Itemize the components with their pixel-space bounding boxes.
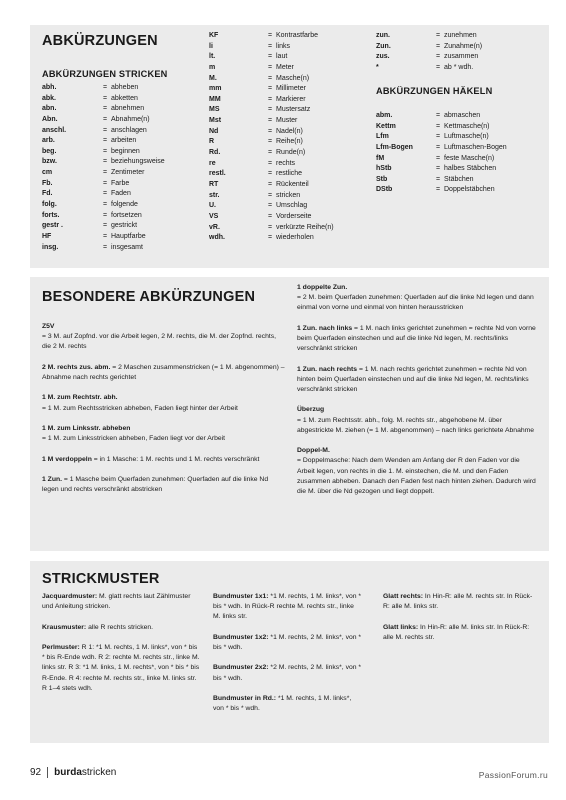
equals-sign: = [435, 53, 441, 61]
definition-text: In Hin-R: alle M. rechts str. In Rück-R: alle M. links str. [383, 593, 533, 611]
abbreviation-row [209, 159, 371, 170]
definition-term: Bundmuster 2x2: [213, 664, 269, 672]
abbreviation-row [376, 185, 534, 196]
definition-term: 1 doppelte Zun. [297, 284, 348, 291]
definition-paragraph [42, 455, 286, 465]
crochet-abbreviations-list [376, 111, 534, 196]
abbreviation-row [209, 105, 371, 116]
equals-sign: = [435, 133, 441, 141]
definition-term: Glatt links: [383, 623, 419, 631]
definition-term: Bundmuster 1x2: [213, 633, 269, 641]
abbreviation-row [209, 201, 371, 212]
abbreviation-row [42, 126, 201, 137]
definition-text: *1 M. rechts, 1 M. links*, von * bis * wdh. In Rück-R rechte M. rechts str., linke M. links str. [213, 593, 362, 621]
abbreviation-key: wdh. [209, 234, 225, 242]
definition-paragraph [42, 424, 286, 444]
abbreviation-meaning: gestrickt [111, 222, 138, 230]
abbreviation-meaning: feste Masche(n) [444, 154, 495, 162]
definition-term: Krausmuster: [42, 623, 87, 631]
equals-sign: = [102, 169, 108, 177]
abbreviation-meaning: Abnahme(n) [111, 115, 150, 123]
abbreviation-key: anschl. [42, 126, 67, 134]
abbreviation-meaning: abnehmen [111, 105, 145, 113]
abbreviation-meaning: folgende [111, 201, 138, 209]
abbreviation-meaning: Markierer [276, 95, 306, 103]
abbreviation-row [209, 116, 371, 127]
definition-term: 1 Zun. nach links [297, 324, 353, 332]
definition-term: Bundmuster 1x1: [213, 593, 269, 600]
definition-term: 1 Zun. nach rechts [297, 365, 358, 373]
abbreviation-row [209, 95, 371, 106]
abbreviation-meaning: fortsetzen [111, 211, 142, 219]
crochet-abbreviations-title: ABKÜRZUNGEN HÄKELN [376, 86, 493, 96]
abbreviation-key: Stb [376, 175, 388, 183]
abbreviation-key: Zun. [376, 42, 391, 50]
abbreviation-key: DStb [376, 186, 393, 194]
definition-text: *1 M. rechts, 1 M. links*, von * bis * wdh. [213, 694, 352, 713]
abbreviation-key: Fb. [42, 179, 53, 187]
abbreviation-key: gestr . [42, 222, 64, 230]
definition-paragraph [383, 623, 533, 643]
abbreviation-meaning: verkürzte Reihe(n) [276, 223, 334, 231]
abbreviation-meaning: Nadel(n) [276, 127, 303, 135]
definition-text: = Doppelmasche: Nach dem Wenden am Anfang der R den Faden vor die Arbeit legen, von rechts in die 1. M. einstechen, die M. und den Faden zusammen abheben. Danach den Faden fest nach hinten ziehen. Dadurch wird die M. über die Nd gezogen und liegt doppelt. [297, 457, 536, 495]
equals-sign: = [102, 232, 108, 240]
definition-term: Doppel-M. [297, 447, 330, 455]
equals-sign: = [267, 170, 273, 178]
definition-term: Bundmuster in Rd.: [213, 694, 277, 702]
definition-paragraph [42, 393, 286, 413]
abbreviation-key: Mst [209, 117, 222, 125]
definition-term: 1 M. zum Rechtstr. abh. [42, 394, 118, 402]
abbreviation-meaning: Luftmaschen-Bogen [444, 143, 507, 151]
abbreviation-meaning: halbes Stäbchen [444, 165, 497, 173]
equals-sign: = [102, 115, 108, 123]
abbreviation-meaning: Muster [276, 117, 298, 125]
abbreviation-key: Lfm-Bogen [376, 143, 413, 151]
abbreviation-meaning: beziehungsweise [111, 158, 165, 166]
abbreviation-meaning: beginnen [111, 147, 140, 155]
definition-text: = 3 M. auf Zopfnd. vor die Arbeit legen, 2 M. rechts, die M. der Zopfnd. rechts, die 2 M. rechts [42, 333, 277, 351]
equals-sign: = [267, 202, 273, 210]
definition-paragraph [297, 283, 537, 314]
patterns-column-1 [42, 592, 200, 704]
equals-sign: = [267, 85, 273, 93]
abbreviation-key: Abn. [42, 115, 58, 123]
abbreviation-row [376, 132, 534, 143]
abbreviation-meaning: Hauptfarbe [111, 232, 146, 240]
equals-sign: = [267, 149, 273, 157]
abbreviation-meaning: Stäbchen [444, 175, 474, 183]
abbreviation-row [209, 223, 371, 234]
definition-text: = 1 M. nach links gerichtet zunehmen = rechte Nd von vorne beim Querfaden einstechen und auf die linke Nd legen, M. rechts/links verschränkt stricken [297, 324, 536, 353]
definition-text: = 2 Maschen zusammenstricken (= 1 M. abgenommen) – Abnahme nach rechts gerichtet [42, 363, 285, 381]
abbreviation-row [209, 212, 371, 223]
equals-sign: = [267, 191, 273, 199]
abbreviation-key: abm. [376, 112, 393, 119]
abbreviation-row [209, 42, 371, 53]
knitting-abbreviations-list-2 [209, 31, 371, 244]
abbreviation-key: folg. [42, 201, 57, 209]
definition-term: 2 M. rechts zus. abm. [42, 363, 111, 371]
abbreviation-key: vR. [209, 223, 220, 231]
definition-text: = in 1 Masche: 1 M. rechts und 1 M. rechts verschränkt [91, 455, 260, 463]
definition-paragraph [383, 592, 533, 612]
knitting-patterns-panel [30, 561, 549, 743]
abbreviation-meaning: Runde(n) [276, 149, 306, 157]
abbreviation-meaning: links [276, 42, 291, 50]
abbreviation-meaning: Rückenteil [276, 180, 309, 188]
definition-paragraph [213, 633, 363, 653]
abbreviation-row [42, 211, 201, 222]
equals-sign: = [102, 105, 108, 113]
equals-sign: = [435, 154, 441, 162]
abbreviation-meaning: wiederholen [276, 234, 314, 242]
abbreviation-key: beg. [42, 147, 57, 155]
page-number: 92 [30, 767, 42, 778]
definition-text: = 2 M. beim Querfaden zunehmen: Querfaden auf die linke Nd legen und dann einmal von vorne und einmal von hinten herausstricken [297, 294, 534, 312]
equals-sign: = [267, 180, 273, 188]
abbreviation-key: str. [209, 191, 220, 199]
definition-text: alle R rechts stricken. [86, 623, 154, 631]
equals-sign: = [102, 243, 108, 251]
equals-sign: = [435, 122, 441, 130]
abbreviations-panel [30, 25, 549, 268]
equals-sign: = [267, 32, 273, 39]
abbreviation-key: li [209, 42, 213, 50]
definition-paragraph [213, 694, 363, 714]
abbreviation-meaning: abketten [111, 94, 138, 102]
definition-paragraph [42, 623, 200, 633]
abbreviation-key: * [376, 63, 379, 71]
special-abbreviations-title: BESONDERE ABKÜRZUNGEN [42, 289, 256, 305]
equals-sign: = [435, 143, 441, 151]
abbreviation-meaning: arbeiten [111, 137, 137, 145]
abbreviation-meaning: Faden [111, 190, 131, 198]
abbreviation-key: abk. [42, 94, 57, 102]
abbreviation-meaning: restliche [276, 170, 303, 178]
equals-sign: = [435, 63, 441, 71]
abbreviation-meaning: Reihe(n) [276, 138, 303, 146]
brand-bold: burda [54, 767, 82, 778]
abbreviation-key: abh. [42, 84, 57, 91]
abbreviation-key: restl. [209, 170, 226, 178]
abbreviation-key: MM [209, 95, 221, 103]
abbreviation-row [209, 137, 371, 148]
abbreviation-meaning: Luftmasche(n) [444, 133, 489, 141]
abbreviation-key: U. [209, 202, 216, 210]
definition-paragraph [297, 365, 537, 396]
page-footer [30, 767, 116, 778]
definition-text: R 1: *1 M. rechts, 1 M. links*, von * bis * bis R-Ende wdh. R 2: rechte M. rechts str., linke M. links str. R 3: *1 M. links, 1 M. rechts*, von * bis * bis R-Ende. R 4: rechte M. rechts str., linke M. links str. R 1–4 stets wdh. [42, 643, 200, 692]
abbreviation-key: MS [209, 106, 220, 114]
abbreviation-row [42, 200, 201, 211]
definition-term: Überzug [297, 406, 325, 414]
definition-text: In Hin-R: alle M. links str. In Rück-R: alle M. rechts str. [383, 623, 530, 641]
abbreviation-row [376, 52, 534, 63]
abbreviation-key: zun. [376, 32, 390, 39]
equals-sign: = [267, 159, 273, 167]
abbreviation-row [42, 243, 201, 254]
equals-sign: = [267, 223, 273, 231]
equals-sign: = [102, 190, 108, 198]
equals-sign: = [102, 126, 108, 134]
abbreviation-row [209, 31, 371, 42]
watermark: PassionForum.ru [478, 770, 548, 780]
abbreviation-key: m [209, 63, 216, 71]
abbreviation-meaning: Mustersatz [276, 106, 311, 114]
abbreviation-key: M. [209, 74, 217, 82]
definition-term: 1 M verdoppeln [42, 455, 92, 463]
definition-paragraph [42, 322, 286, 353]
abbreviation-key: VS [209, 212, 219, 220]
equals-sign: = [267, 42, 273, 50]
abbreviation-key: abn. [42, 105, 57, 113]
abbreviation-key: KF [209, 32, 219, 39]
abbreviation-meaning: zunehmen [444, 32, 477, 39]
abbreviation-row [376, 63, 534, 74]
abbreviation-row [209, 148, 371, 159]
knitting-abbreviations-title: ABKÜRZUNGEN STRICKEN [42, 69, 168, 79]
equals-sign: = [435, 175, 441, 183]
equals-sign: = [102, 94, 108, 102]
abbreviation-key: insg. [42, 243, 59, 251]
knitting-patterns-title: STRICKMUSTER [42, 571, 160, 587]
abbreviation-key: R [209, 138, 215, 146]
definition-paragraph [297, 324, 537, 355]
equals-sign: = [267, 53, 273, 61]
special-abbreviations-left [42, 322, 286, 506]
abbreviation-meaning: Farbe [111, 179, 130, 187]
equals-sign: = [267, 138, 273, 146]
equals-sign: = [435, 165, 441, 173]
abbreviation-row [42, 221, 201, 232]
brand-rest: stricken [81, 767, 117, 778]
abbreviation-row [376, 143, 534, 154]
abbreviation-key: bzw. [42, 158, 57, 166]
equals-sign: = [267, 95, 273, 103]
abbreviation-meaning: abmaschen [444, 112, 481, 119]
knitting-abbreviations-list-1 [42, 83, 201, 253]
abbreviation-meaning: laut [276, 53, 288, 61]
abbreviation-key: Kettm [376, 122, 396, 130]
abbreviation-meaning: Kontrastfarbe [276, 32, 319, 39]
abbreviation-row [376, 175, 534, 186]
abbreviation-meaning: stricken [276, 191, 301, 199]
definition-text: = 1 M. nach rechts gerichtet zunehmen = rechte Nd von hinten beim Querfaden einstechen und auf die linke Nd legen, M. rechts/links verschränkt stricken [297, 365, 529, 393]
equals-sign: = [102, 137, 108, 145]
abbreviation-meaning: rechts [276, 159, 296, 167]
definition-text: = 1 Masche beim Querfaden zunehmen: Querfaden auf die linke Nd legen und rechts verschränkt abstricken [42, 475, 269, 494]
abbreviation-meaning: Meter [276, 63, 294, 71]
equals-sign: = [267, 212, 273, 220]
equals-sign: = [435, 32, 441, 39]
definition-paragraph [213, 663, 363, 683]
definition-text: = 1 M. zum Rechtsstricken abheben, Faden liegt hinter der Arbeit [42, 404, 238, 412]
abbreviation-row [42, 168, 201, 179]
equals-sign: = [267, 74, 273, 82]
abbreviation-key: RT [209, 180, 219, 188]
equals-sign: = [102, 211, 108, 219]
abbreviation-meaning: Kettmasche(n) [444, 122, 490, 130]
abbreviation-key: Rd. [209, 149, 221, 157]
abbreviation-row [209, 74, 371, 85]
abbreviation-meaning: Doppelstäbchen [444, 186, 495, 194]
equals-sign: = [267, 127, 273, 135]
abbreviation-key: Fd. [42, 190, 53, 198]
definition-paragraph [42, 592, 200, 612]
abbreviation-row [42, 232, 201, 243]
abbreviation-key: hStb [376, 165, 392, 173]
definition-paragraph [297, 405, 537, 436]
abbreviation-key: mm [209, 85, 222, 93]
definition-text: *1 M. rechts, 2 M. links*, von * bis * wdh. [213, 633, 362, 651]
abbreviation-meaning: Vorderseite [276, 212, 312, 220]
abbreviation-key: zus. [376, 53, 390, 61]
equals-sign: = [102, 201, 108, 209]
definition-paragraph [42, 643, 200, 694]
equals-sign: = [102, 84, 108, 91]
equals-sign: = [267, 63, 273, 71]
abbreviation-row [42, 147, 201, 158]
knitting-abbreviations-list-3 [376, 31, 534, 74]
abbreviation-row [42, 179, 201, 190]
abbreviation-key: cm [42, 169, 53, 177]
equals-sign: = [435, 112, 441, 119]
abbreviation-key: HF [42, 232, 52, 240]
equals-sign: = [102, 147, 108, 155]
abbreviation-meaning: Millimeter [276, 85, 306, 93]
definition-paragraph [42, 363, 286, 383]
abbreviation-row [209, 191, 371, 202]
abbreviation-key: forts. [42, 211, 60, 219]
definition-text: = 1 M. zum Rechtsstr. abh., folg. M. rechts str., abgehobene M. über abgestrickte M. ziehen (= 1 M. abgenommen) – nach links gerichtete Abnahme [297, 416, 535, 434]
definition-paragraph [297, 446, 537, 497]
abbreviation-meaning: Zentimeter [111, 169, 145, 177]
special-abbreviations-panel [30, 277, 549, 551]
equals-sign: = [102, 179, 108, 187]
abbreviation-row [209, 180, 371, 191]
special-abbreviations-right [297, 283, 537, 507]
abbreviation-row [209, 52, 371, 63]
abbreviation-row [42, 83, 201, 94]
definition-term: Z5V [42, 323, 55, 330]
patterns-column-3 [383, 592, 533, 653]
abbreviation-meaning: anschlagen [111, 126, 147, 134]
abbreviation-meaning: zusammen [444, 53, 479, 61]
abbreviation-key: lt. [209, 53, 216, 61]
footer-divider [47, 767, 48, 778]
abbreviation-meaning: Masche(n) [276, 74, 310, 82]
abbreviation-row [376, 42, 534, 53]
definition-term: 1 Zun. [42, 475, 63, 483]
abbreviation-meaning: abheben [111, 84, 139, 91]
abbreviation-row [376, 154, 534, 165]
abbreviation-row [376, 164, 534, 175]
equals-sign: = [102, 222, 108, 230]
abbreviation-row [42, 115, 201, 126]
abbreviation-meaning: Umschlag [276, 202, 308, 210]
definition-term: Glatt rechts: [383, 593, 424, 600]
abbreviation-key: Lfm [376, 133, 389, 141]
abbreviation-key: fM [376, 154, 385, 162]
equals-sign: = [267, 117, 273, 125]
definition-term: 1 M. zum Linksstr. abheben [42, 424, 131, 432]
abbreviations-title: ABKÜRZUNGEN [42, 33, 158, 49]
definition-text: M. glatt rechts laut Zählmuster und Anleitung stricken. [42, 593, 191, 611]
abbreviation-row [376, 122, 534, 133]
abbreviation-meaning: Zunahme(n) [444, 42, 483, 50]
abbreviation-row [376, 111, 534, 122]
abbreviation-row [42, 104, 201, 115]
definition-paragraph [42, 475, 286, 495]
equals-sign: = [435, 186, 441, 194]
abbreviation-row [209, 127, 371, 138]
equals-sign: = [435, 42, 441, 50]
patterns-column-2 [213, 592, 363, 725]
abbreviation-meaning: insgesamt [111, 243, 143, 251]
abbreviation-key: re [209, 159, 216, 167]
definition-text: *2 M. rechts, 2 M. links*, von * bis * wdh. [213, 664, 362, 682]
abbreviation-row [209, 233, 371, 244]
abbreviation-row [42, 157, 201, 168]
equals-sign: = [102, 158, 108, 166]
abbreviation-row [42, 189, 201, 200]
equals-sign: = [267, 234, 273, 242]
abbreviation-meaning: ab * wdh. [444, 63, 474, 71]
definition-term: Jacquardmuster: [42, 593, 98, 600]
abbreviation-row [209, 169, 371, 180]
definition-paragraph [213, 592, 363, 623]
abbreviation-key: Nd [209, 127, 219, 135]
abbreviation-row [42, 136, 201, 147]
equals-sign: = [267, 106, 273, 114]
definition-term: Perlmuster: [42, 643, 80, 651]
abbreviation-key: arb. [42, 137, 55, 145]
abbreviation-row [209, 63, 371, 74]
abbreviation-row [376, 31, 534, 42]
definition-text: = 1 M. zum Linksstricken abheben, Faden liegt vor der Arbeit [42, 435, 226, 443]
abbreviation-row [42, 94, 201, 105]
abbreviation-row [209, 84, 371, 95]
